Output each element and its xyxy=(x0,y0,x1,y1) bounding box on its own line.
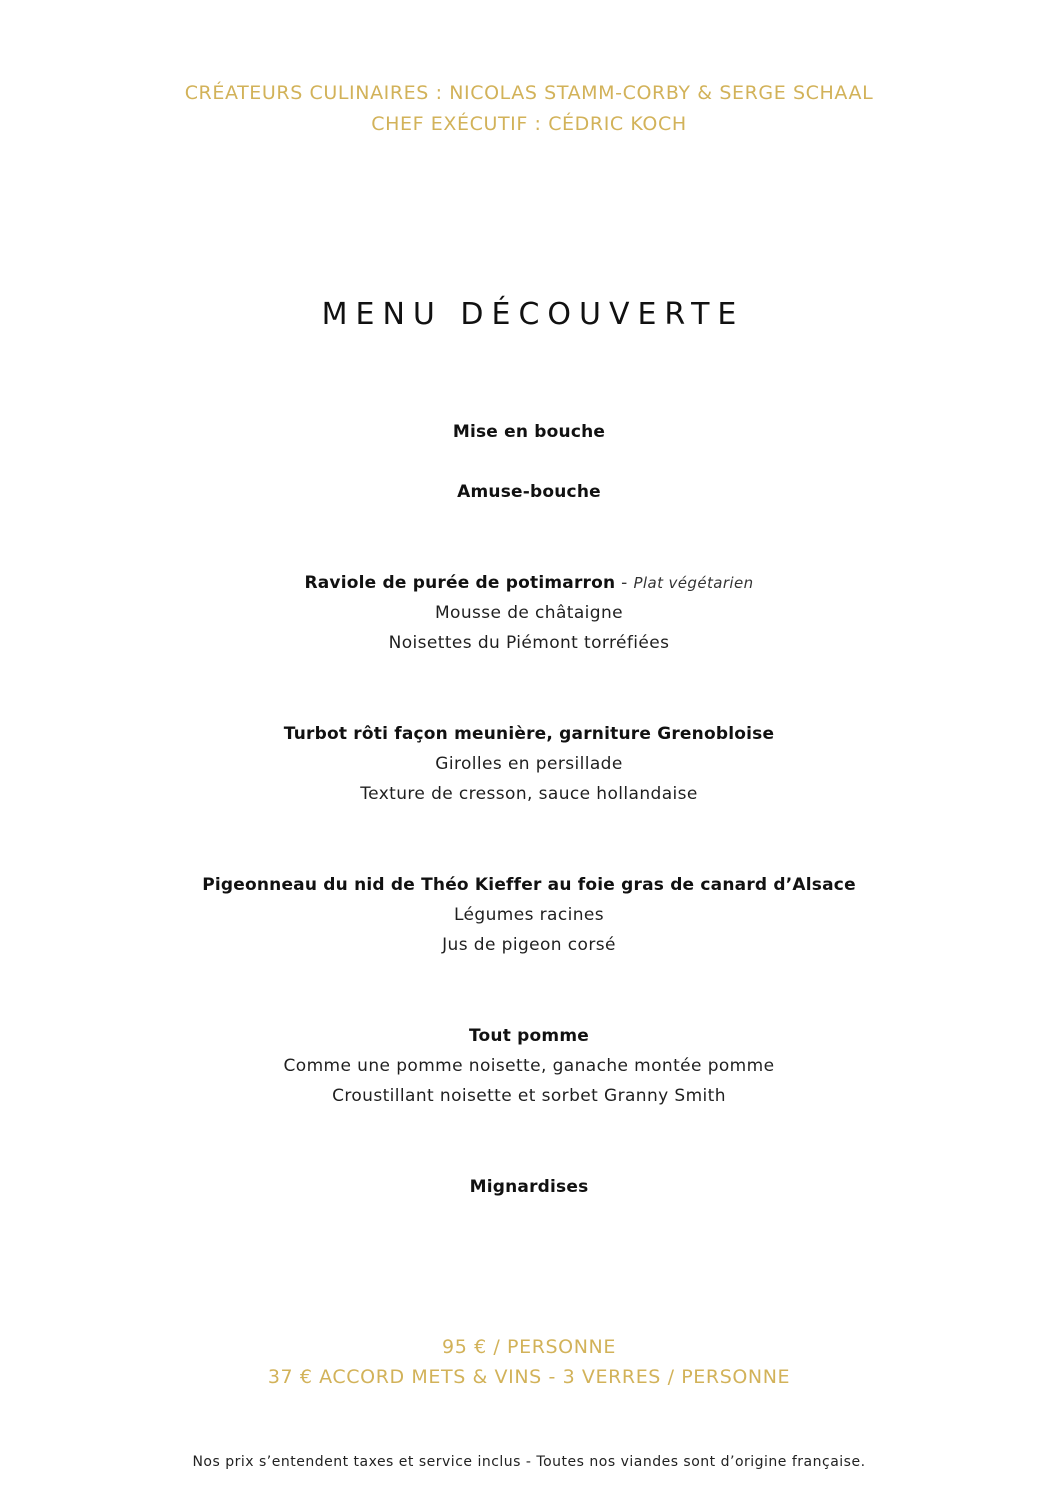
course-mignardises: Mignardises xyxy=(469,1177,589,1197)
course-pomme-line1: Comme une pomme noisette, ganache montée pomme xyxy=(283,1056,775,1076)
course-raviole-line1: Mousse de châtaigne xyxy=(434,603,624,623)
header-creators: CRÉATEURS CULINAIRES : NICOLAS STAMM-CORBY & SERGE SCHAAL xyxy=(184,82,874,104)
course-mise-en-bouche: Mise en bouche xyxy=(452,422,606,442)
course-pomme-line2: Croustillant noisette et sorbet Granny Smith xyxy=(332,1086,726,1106)
footer-note: Nos prix s’entendent taxes et service inclus - Toutes nos viandes sont d’origine française. xyxy=(192,1454,866,1470)
course-amuse-bouche: Amuse-bouche xyxy=(457,482,601,502)
menu-title: MENU DÉCOUVERTE xyxy=(321,297,745,332)
course-raviole-name: Raviole de purée de potimarron xyxy=(304,573,616,593)
header-chef: CHEF EXÉCUTIF : CÉDRIC KOCH xyxy=(371,113,687,135)
price-wine-pairing: 37 € ACCORD METS & VINS - 3 VERRES / PERSONNE xyxy=(267,1366,791,1388)
course-raviole-line2: Noisettes du Piémont torréfiées xyxy=(388,633,670,653)
price-per-person: 95 € / PERSONNE xyxy=(442,1336,616,1358)
course-turbot-line1: Girolles en persillade xyxy=(435,754,623,774)
course-pomme-title: Tout pomme xyxy=(469,1026,589,1046)
course-turbot-title: Turbot rôti façon meunière, garniture Grenobloise xyxy=(283,724,775,744)
course-pigeonneau-line2: Jus de pigeon corsé xyxy=(442,935,616,955)
course-pigeonneau-line1: Légumes racines xyxy=(453,905,605,925)
course-turbot-line2: Texture de cresson, sauce hollandaise xyxy=(360,784,698,804)
course-raviole-separator: - xyxy=(615,573,634,593)
course-pigeonneau-title: Pigeonneau du nid de Théo Kieffer au foie gras de canard d’Alsace xyxy=(202,875,856,895)
course-raviole-title xyxy=(0,572,1058,594)
course-raviole-note: Plat végétarien xyxy=(633,574,754,592)
